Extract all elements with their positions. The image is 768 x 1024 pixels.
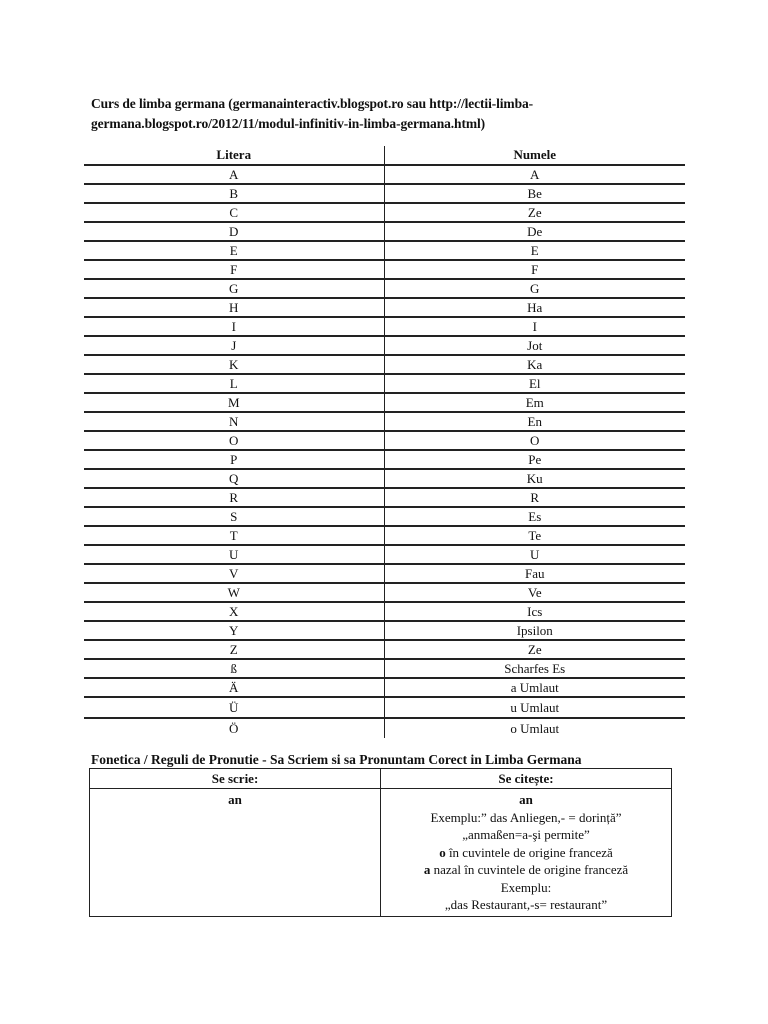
letter-cell: S bbox=[84, 507, 384, 526]
alphabet-row bbox=[84, 298, 685, 317]
letter-cell: G bbox=[84, 279, 384, 298]
written-value: an bbox=[228, 792, 242, 807]
letter-name-cell: Be bbox=[384, 184, 685, 203]
letter-name-cell: Ze bbox=[384, 640, 685, 659]
rule-o-letter: o bbox=[439, 844, 446, 860]
example-3: „das Restaurant,-s= restaurant” bbox=[444, 897, 608, 912]
alphabet-row bbox=[84, 640, 685, 659]
alphabet-row bbox=[84, 507, 685, 526]
letter-name-cell: a Umlaut bbox=[384, 678, 685, 697]
letter-name-cell: El bbox=[384, 374, 685, 393]
letter-cell: L bbox=[84, 374, 384, 393]
rule-o-text: în cuvintele de origine franceză bbox=[445, 844, 613, 860]
example-2: „anmaßen=a-şi permite” bbox=[462, 827, 590, 842]
letter-cell: I bbox=[84, 317, 384, 336]
rule-a-text: nazal în cuvintele de origine franceză bbox=[430, 862, 629, 877]
alphabet-row bbox=[84, 564, 685, 583]
letter-name-cell: Es bbox=[384, 507, 685, 526]
alphabet-row bbox=[84, 374, 685, 393]
letter-name-cell: Ze bbox=[384, 203, 685, 222]
alphabet-row bbox=[84, 184, 685, 203]
alphabet-row bbox=[84, 279, 685, 298]
alphabet-row bbox=[84, 165, 685, 184]
example-3-label: Exemplu: bbox=[500, 879, 552, 895]
letter-name-cell: Scharfes Es bbox=[384, 659, 685, 678]
title-line-2: germana.blogspot.ro/2012/11/modul-infinitiv-in-limba-germana.html) bbox=[91, 116, 486, 131]
alphabet-row bbox=[84, 602, 685, 621]
letter-name-cell: F bbox=[384, 260, 685, 279]
letter-cell: A bbox=[84, 165, 384, 184]
column-header-letter: Litera bbox=[84, 146, 384, 165]
letter-name-cell: Ka bbox=[384, 355, 685, 374]
letter-cell: V bbox=[84, 564, 384, 583]
alphabet-row bbox=[84, 678, 685, 697]
alphabet-header-row bbox=[84, 146, 685, 165]
alphabet-row bbox=[84, 203, 685, 222]
alphabet-row bbox=[84, 621, 685, 640]
phonetics-header-row bbox=[90, 769, 672, 789]
letter-cell: B bbox=[84, 184, 384, 203]
letter-cell: W bbox=[84, 583, 384, 602]
letter-name-cell: R bbox=[384, 488, 685, 507]
letter-cell: N bbox=[84, 412, 384, 431]
alphabet-row bbox=[84, 260, 685, 279]
letter-name-cell: Ve bbox=[384, 583, 685, 602]
letter-name-cell: Ha bbox=[384, 298, 685, 317]
read-title: an bbox=[519, 792, 533, 807]
letter-cell: P bbox=[84, 450, 384, 469]
alphabet-row bbox=[84, 583, 685, 602]
letter-name-cell: I bbox=[384, 317, 685, 336]
alphabet-row bbox=[84, 488, 685, 507]
letter-name-cell: U bbox=[384, 545, 685, 564]
letter-name-cell: De bbox=[384, 222, 685, 241]
alphabet-row bbox=[84, 355, 685, 374]
alphabet-row bbox=[84, 450, 685, 469]
letter-cell: Ö bbox=[229, 721, 239, 736]
column-header-name: Numele bbox=[384, 146, 685, 165]
document-title bbox=[91, 94, 691, 134]
letter-cell: O bbox=[84, 431, 384, 450]
alphabet-row bbox=[84, 718, 685, 738]
letter-name-cell: Ics bbox=[384, 602, 685, 621]
alphabet-row bbox=[84, 393, 685, 412]
letter-name-cell: u Umlaut bbox=[384, 697, 685, 718]
alphabet-row bbox=[84, 526, 685, 545]
letter-cell: E bbox=[84, 241, 384, 260]
alphabet-table bbox=[84, 146, 685, 738]
title-line-1: Curs de limba germana (germanainteractiv.blogspot.ro sau http://lectii-limba- bbox=[91, 96, 534, 111]
alphabet-row bbox=[84, 659, 685, 678]
example-1: Exemplu:” das Anliegen,- = dorință” bbox=[430, 809, 622, 825]
letter-name-cell: Ku bbox=[384, 469, 685, 488]
letter-name-cell: Fau bbox=[384, 564, 685, 583]
letter-cell: J bbox=[84, 336, 384, 355]
column-header-read: Se citește: bbox=[381, 769, 672, 789]
letter-name-cell: Em bbox=[384, 393, 685, 412]
letter-cell: Ü bbox=[84, 697, 384, 718]
rule-o bbox=[381, 844, 671, 862]
letter-name-cell: E bbox=[384, 241, 685, 260]
rule-a-letter: a bbox=[423, 862, 431, 877]
letter-name-cell: En bbox=[384, 412, 685, 431]
alphabet-row bbox=[84, 431, 685, 450]
phonetics-title: Fonetica / Reguli de Pronutie - Sa Scriem si sa Pronuntam Corect in Limba Germana bbox=[91, 752, 582, 767]
letter-name-cell: G bbox=[384, 279, 685, 298]
letter-cell: M bbox=[84, 393, 384, 412]
letter-cell: Ä bbox=[84, 678, 384, 697]
letter-cell: F bbox=[84, 260, 384, 279]
alphabet-row bbox=[84, 545, 685, 564]
alphabet-row bbox=[84, 241, 685, 260]
letter-name-cell: Ipsilon bbox=[384, 621, 685, 640]
alphabet-row bbox=[84, 469, 685, 488]
letter-name-cell: o Umlaut bbox=[384, 718, 685, 738]
alphabet-body bbox=[84, 165, 685, 738]
letter-cell: C bbox=[84, 203, 384, 222]
letter-cell: Z bbox=[84, 640, 384, 659]
letter-cell: R bbox=[84, 488, 384, 507]
letter-name-cell: Te bbox=[384, 526, 685, 545]
letter-cell: H bbox=[84, 298, 384, 317]
letter-cell: Y bbox=[84, 621, 384, 640]
letter-cell: T bbox=[84, 526, 384, 545]
letter-name-cell: Pe bbox=[384, 450, 685, 469]
alphabet-row bbox=[84, 336, 685, 355]
read-cell bbox=[381, 789, 672, 917]
written-cell bbox=[90, 789, 381, 917]
letter-name-cell: Jot bbox=[384, 336, 685, 355]
alphabet-row bbox=[84, 317, 685, 336]
letter-name-cell: O bbox=[384, 431, 685, 450]
letter-cell: X bbox=[84, 602, 384, 621]
letter-cell: ß bbox=[84, 659, 384, 678]
alphabet-row bbox=[84, 697, 685, 718]
letter-cell: Q bbox=[84, 469, 384, 488]
letter-cell: U bbox=[84, 545, 384, 564]
phonetics-row bbox=[90, 789, 672, 917]
alphabet-row bbox=[84, 412, 685, 431]
letter-cell: K bbox=[84, 355, 384, 374]
column-header-written: Se scrie: bbox=[90, 769, 381, 789]
phonetics-table bbox=[89, 768, 672, 917]
alphabet-row bbox=[84, 222, 685, 241]
rule-a bbox=[381, 861, 671, 879]
letter-cell: D bbox=[84, 222, 384, 241]
letter-name-cell: A bbox=[384, 165, 685, 184]
